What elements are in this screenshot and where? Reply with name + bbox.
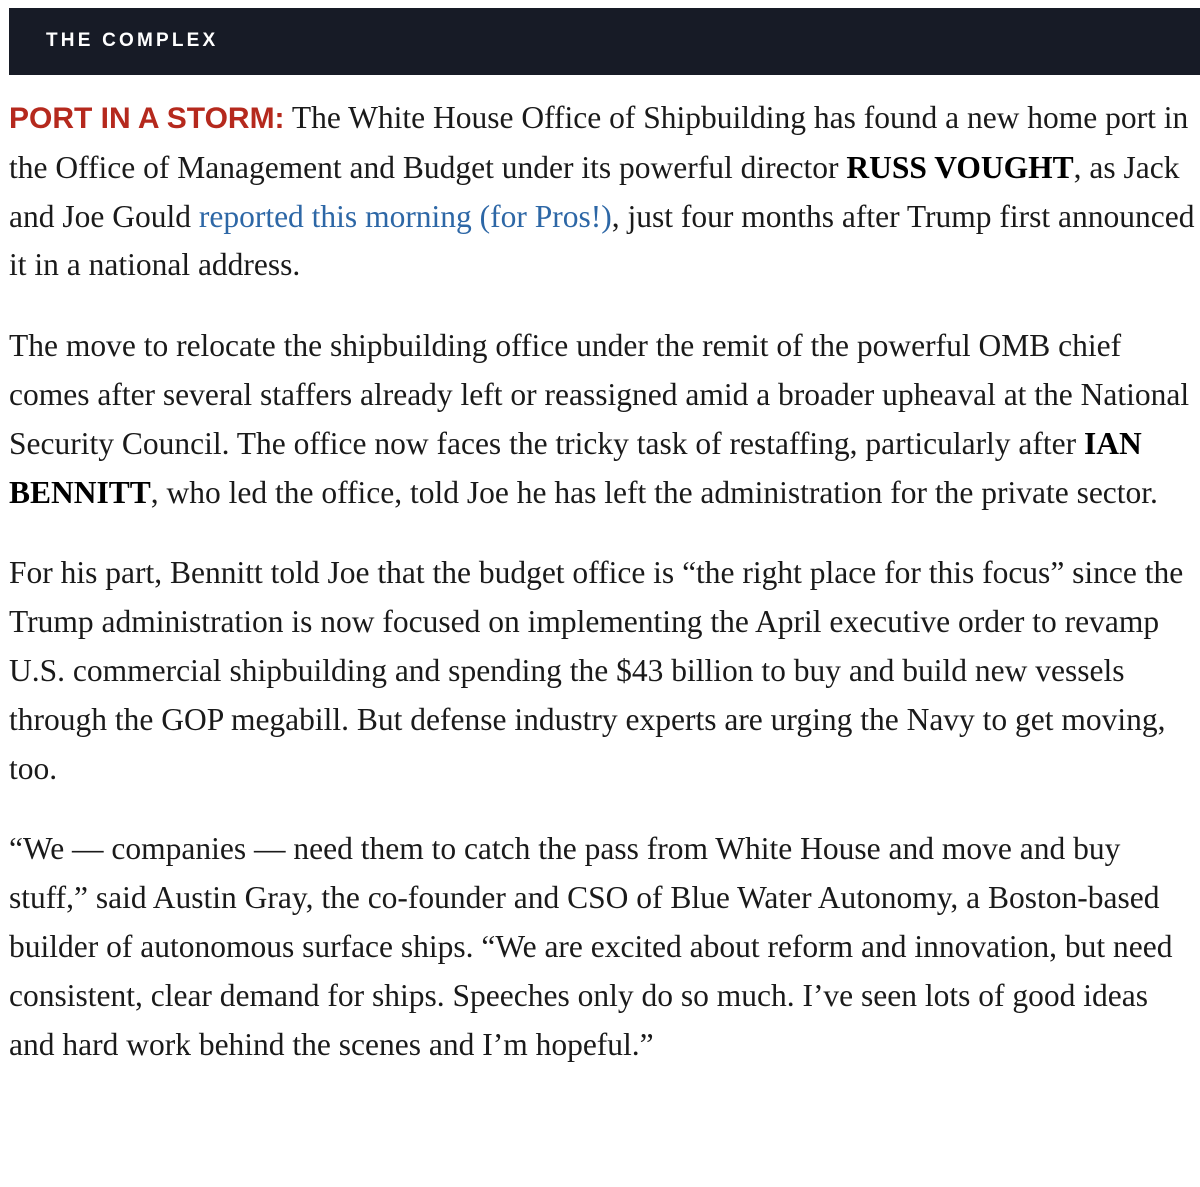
name-russ-vought: RUSS VOUGHT (846, 149, 1074, 185)
section-header-bar (9, 8, 1200, 75)
paragraph-4: “We — companies — need them to catch the pass from White House and move and buy stuff,” said Austin Gray, the co-founder and CSO of Blue Water Autonomy, a Boston-based builder of autonomous surface ships. “We are excited about reform and innovation, but need consistent, clear demand for ships. Speeches only do so much. I’ve seen lots of good ideas and hard work behind the scenes and I’m hopeful.” (9, 831, 1173, 1062)
paragraph-1-text-c: , just four months after Trump first announced it in a national address. (9, 198, 1195, 283)
reported-link[interactable]: reported this morning (for Pros!) (198, 198, 612, 234)
paragraph-2-text-a: The move to relocate the shipbuilding office under the remit of the powerful OMB chief comes after several staffers already left or reassigned amid a broader upheaval at the National Security Council. The office now faces the tricky task of restaffing, particularly after (9, 328, 1190, 461)
article-body (9, 94, 1200, 1101)
paragraph-2 (9, 322, 1200, 517)
paragraph-1 (9, 94, 1200, 290)
paragraph-1-text-b: , as Jack and Joe Gould (9, 149, 1180, 234)
name-ian-bennitt: IAN BENNITT (9, 425, 1142, 510)
section-title: THE COMPLEX (46, 30, 219, 51)
paragraph-3: For his part, Bennitt told Joe that the budget office is “the right place for this focus” since the Trump administration is now focused on implementing the April executive order to revamp U.S. commercial shipbuilding and spending the $43 billion to buy and build new vessels through the GOP megabill. But defense industry experts are urging the Navy to get moving, too. (9, 555, 1184, 786)
kicker-label: PORT IN A STORM: (9, 102, 285, 135)
paragraph-1-text-a: The White House Office of Shipbuilding has found a new home port in the Office of Management and Budget under its powerful director (9, 100, 1189, 185)
paragraph-2-text-b: , who led the office, told Joe he has left the administration for the private sector. (150, 474, 1158, 510)
